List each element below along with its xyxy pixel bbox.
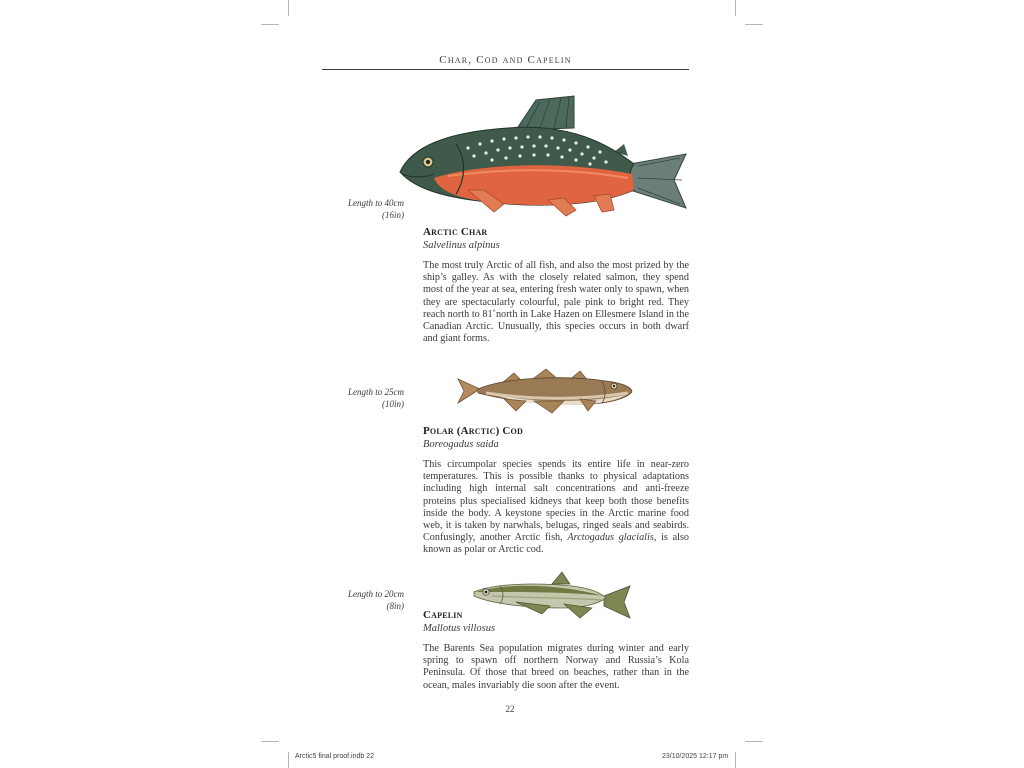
crop-mark (735, 0, 736, 16)
latin-name: Salvelinus alpinus (423, 240, 500, 251)
species-name: Arctic Char (423, 226, 488, 238)
species-description (423, 459, 689, 557)
crop-mark (288, 752, 289, 768)
head-rule (322, 69, 689, 70)
length-metric: Length to 20cm (348, 589, 404, 599)
latin-name-inline: Arctogadus glacialis (567, 532, 654, 544)
length-label (318, 386, 404, 410)
crop-mark (261, 24, 279, 25)
species-description: The Barents Sea population migrates during winter and early spring to spawn off northern Norway and Russia’s Kola Peninsula. Of those that breed on beaches, rather than in the ocean, males invariably die soon after the event. (423, 643, 689, 691)
latin-name: Mallotus villosus (423, 623, 496, 634)
polar-cod-illustration (456, 365, 634, 417)
species-name: Polar (Arctic) Cod (423, 425, 523, 437)
description-text: , is also known as polar or Arctic cod. (423, 532, 689, 556)
length-metric: Length to 40cm (348, 198, 404, 208)
latin-name: Boreogadus saida (423, 439, 499, 450)
slug-filename: Arctic5 final proof.indb 22 (295, 753, 374, 760)
crop-mark (288, 0, 289, 16)
page-number: 22 (505, 704, 515, 714)
length-imperial: (10in) (382, 399, 404, 409)
length-metric: Length to 25cm (348, 387, 404, 397)
description-text: This circumpolar species spends its entire life in near-zero temperatures. This is possible thanks to physical adaptations including high internal salt concentrations and anti-freeze proteins plus specialised kidneys that keep both those benefits inside the body. A keystone species in the Arctic marine food web, it is taken by narwhals, belugas, ringed seals and seabirds. Confusingly, another Arctic fish, (423, 459, 689, 544)
species-description: The most truly Arctic of all fish, and also the most prized by the ship’s galley. As with the closely related salmon, they spend most of the year at sea, entering fresh water only to spawn, when they are spectacularly colourful, pale pink to bright red. They reach north to 81˚north in Lake Hazen on Ellesmere Island in the Canadian Arctic. Unusually, this species occurs in both dwarf and giant forms. (423, 260, 689, 345)
length-label (318, 197, 404, 221)
running-head: Char, Cod and Capelin (439, 54, 572, 66)
length-imperial: (16in) (382, 210, 404, 220)
crop-mark (735, 752, 736, 768)
crop-mark (745, 24, 763, 25)
species-name: Capelin (423, 609, 463, 621)
length-imperial: (8in) (386, 601, 404, 611)
length-label (318, 588, 404, 612)
arctic-char-illustration (398, 94, 688, 218)
crop-mark (261, 741, 279, 742)
capelin-illustration (472, 570, 632, 622)
crop-mark (745, 741, 763, 742)
slug-datetime: 23/10/2025 12:17 pm (662, 753, 729, 760)
